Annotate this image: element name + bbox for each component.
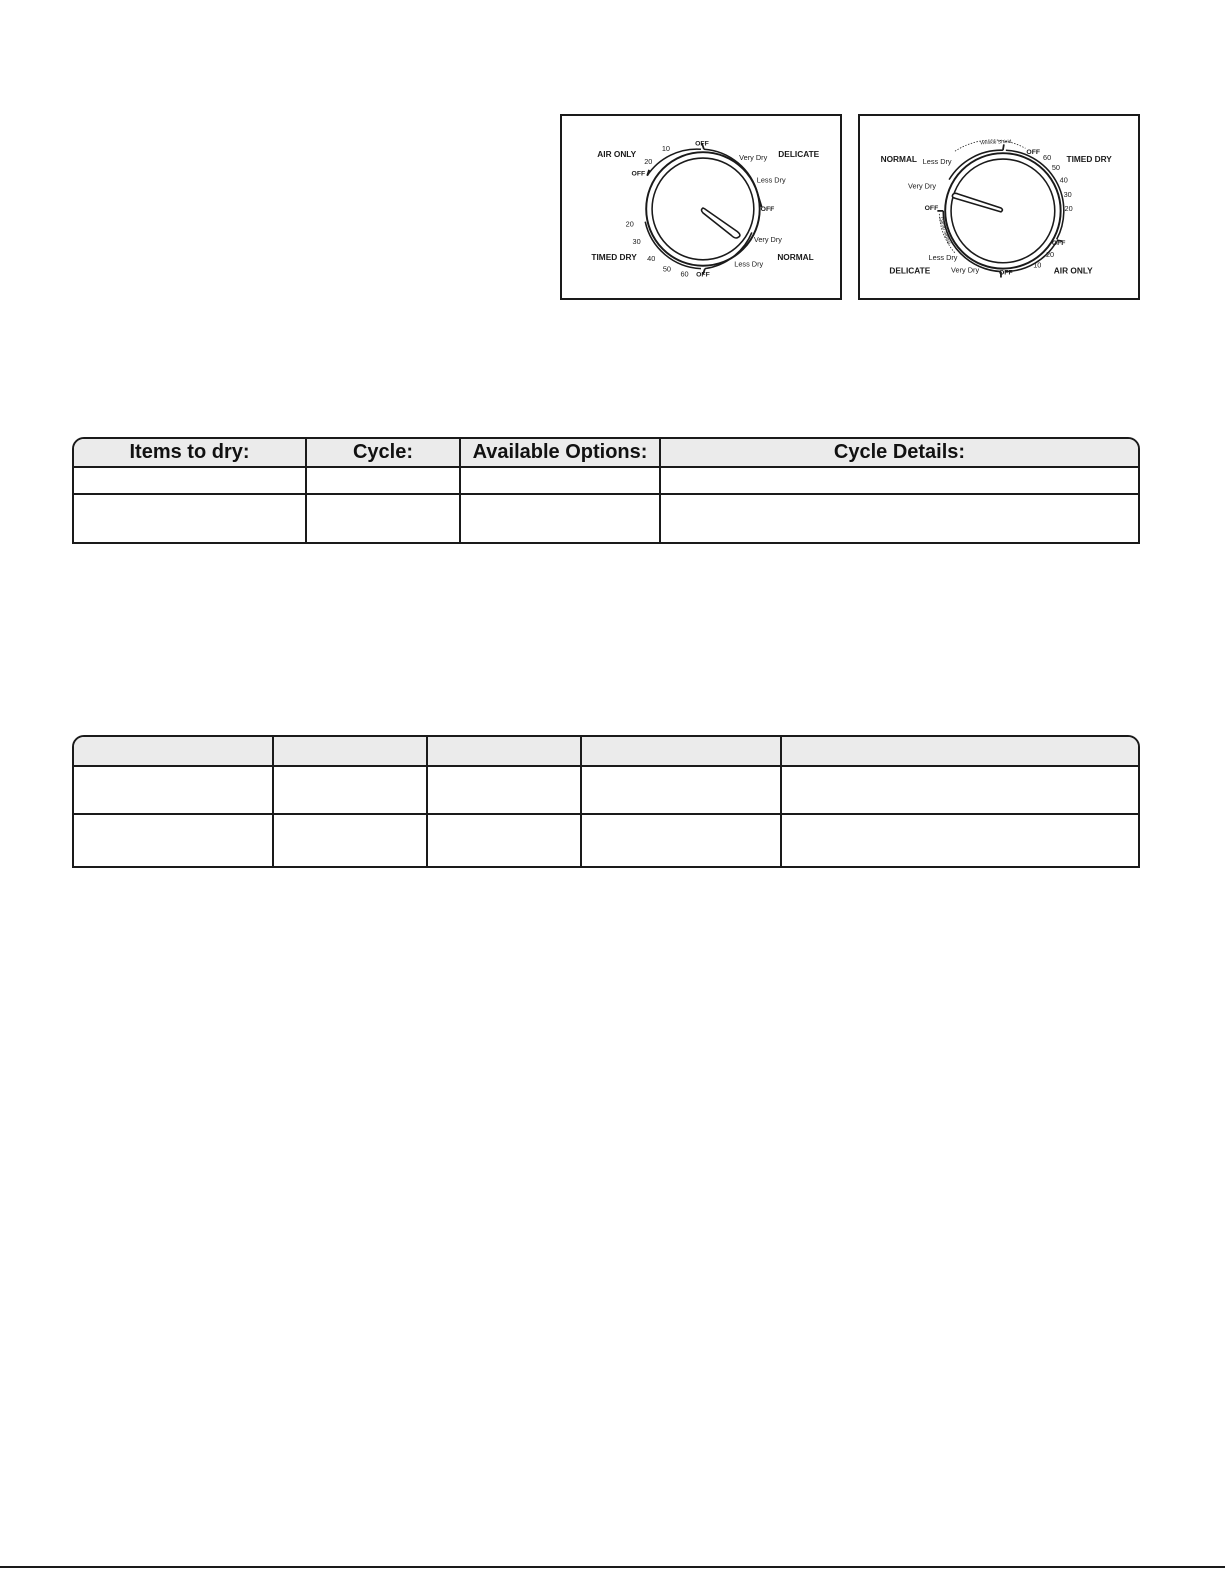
dial-a-less-dry-top: Less Dry xyxy=(756,175,786,185)
table-row xyxy=(74,765,1138,813)
dial-b-off-left: OFF xyxy=(924,204,939,212)
table-cell xyxy=(580,765,780,813)
dial-b-less-dry-bottom: Less Dry xyxy=(928,252,958,262)
dial-b-svg xyxy=(860,116,1138,298)
dial-a-tick-30: 30 xyxy=(632,237,641,247)
dial-a-tick-20: 20 xyxy=(625,219,634,229)
dial-b-very-dry-top: Very Dry xyxy=(908,181,937,191)
table-cell xyxy=(426,765,580,813)
dial-b-tick-20-top: 20 xyxy=(1064,203,1073,213)
table-header-row xyxy=(74,439,1138,466)
dial-a-normal-label: NORMAL xyxy=(777,251,814,262)
dial-a-tick-20-top: 20 xyxy=(644,156,653,166)
dial-b-normal-label: NORMAL xyxy=(880,153,918,164)
dial-b-tick-20: 20 xyxy=(1045,249,1055,259)
dial-b-delicate-label: DELICATE xyxy=(889,265,931,276)
table-header-cell xyxy=(272,737,426,765)
table-header-cell xyxy=(780,737,1138,765)
dial-a-timed-dry-label: TIMED DRY xyxy=(591,251,637,262)
dial-a-off-top: OFF xyxy=(695,140,709,148)
header-items-to-dry: Items to dry: xyxy=(74,439,305,466)
dial-b-off-right: OFF xyxy=(1051,240,1066,248)
table-cell xyxy=(426,813,580,866)
dial-b-off-top: OFF xyxy=(1026,149,1041,157)
table-cell xyxy=(580,813,780,866)
cycle-dial-illustration-a xyxy=(560,114,842,300)
dial-b-less-dry-top: Less Dry xyxy=(922,156,952,166)
table-cell xyxy=(272,765,426,813)
dial-b-tick-50: 50 xyxy=(1051,162,1060,172)
options-table xyxy=(72,735,1140,868)
table-cell xyxy=(305,493,459,542)
dial-b-tick-10: 10 xyxy=(1033,260,1042,270)
dial-b-tick-40: 40 xyxy=(1059,175,1068,185)
dial-b-tick-60: 60 xyxy=(1043,153,1052,163)
dial-b-pointer xyxy=(952,193,1002,212)
table-cell xyxy=(305,466,459,493)
dial-a-tick-50: 50 xyxy=(662,264,671,274)
dial-a-very-dry-bottom: Very Dry xyxy=(753,235,782,245)
table-header-row xyxy=(74,737,1138,765)
cycle-guide-table xyxy=(72,437,1140,544)
table-cell xyxy=(272,813,426,866)
table-cell xyxy=(459,466,659,493)
table-cell xyxy=(780,813,1138,866)
table-cell xyxy=(459,493,659,542)
footer-divider xyxy=(0,1566,1225,1568)
dial-a-tick-60: 60 xyxy=(680,269,689,279)
table-cell xyxy=(659,493,1138,542)
dial-a-off-bottom: OFF xyxy=(696,271,710,279)
dial-a-delicate-label: DELICATE xyxy=(778,149,820,160)
table-cell xyxy=(74,466,305,493)
dial-b-damp-signal-label: Damp Signal xyxy=(937,216,951,245)
dial-a-off-left: OFF xyxy=(631,170,646,178)
dial-a-svg xyxy=(562,116,840,298)
table-cell xyxy=(74,813,272,866)
dial-b-off-bottom: OFF xyxy=(999,269,1013,277)
dial-b-wrinkle-shield-label: Wrinkle Shield xyxy=(980,139,1012,147)
dial-a-tick-40: 40 xyxy=(647,253,656,263)
table-cell xyxy=(780,765,1138,813)
table-row xyxy=(74,813,1138,866)
header-cycle-details: Cycle Details: xyxy=(659,439,1138,466)
dial-b-tick-30: 30 xyxy=(1063,190,1072,200)
table-header-cell xyxy=(74,737,272,765)
dial-a-tick-10: 10 xyxy=(661,144,671,154)
table-cell xyxy=(74,493,305,542)
dial-a-pointer xyxy=(701,208,739,238)
dial-a-air-only-label: AIR ONLY xyxy=(597,149,637,160)
table-cell xyxy=(74,765,272,813)
table-row xyxy=(74,466,1138,493)
header-available-options: Available Options: xyxy=(459,439,659,466)
dial-b-air-only-label: AIR ONLY xyxy=(1053,265,1093,276)
dial-a-off-right: OFF xyxy=(760,205,775,213)
table-cell xyxy=(659,466,1138,493)
table-row xyxy=(74,493,1138,542)
dial-a-less-dry-bottom: Less Dry xyxy=(734,259,764,269)
cycle-dial-illustration-b xyxy=(858,114,1140,300)
dial-b-timed-dry-label: TIMED DRY xyxy=(1066,153,1112,164)
table-header-cell xyxy=(580,737,780,765)
dial-b-very-dry-bottom: Very Dry xyxy=(951,265,980,275)
header-cycle: Cycle: xyxy=(305,439,459,466)
dial-a-very-dry-top: Very Dry xyxy=(739,153,768,163)
table-header-cell xyxy=(426,737,580,765)
